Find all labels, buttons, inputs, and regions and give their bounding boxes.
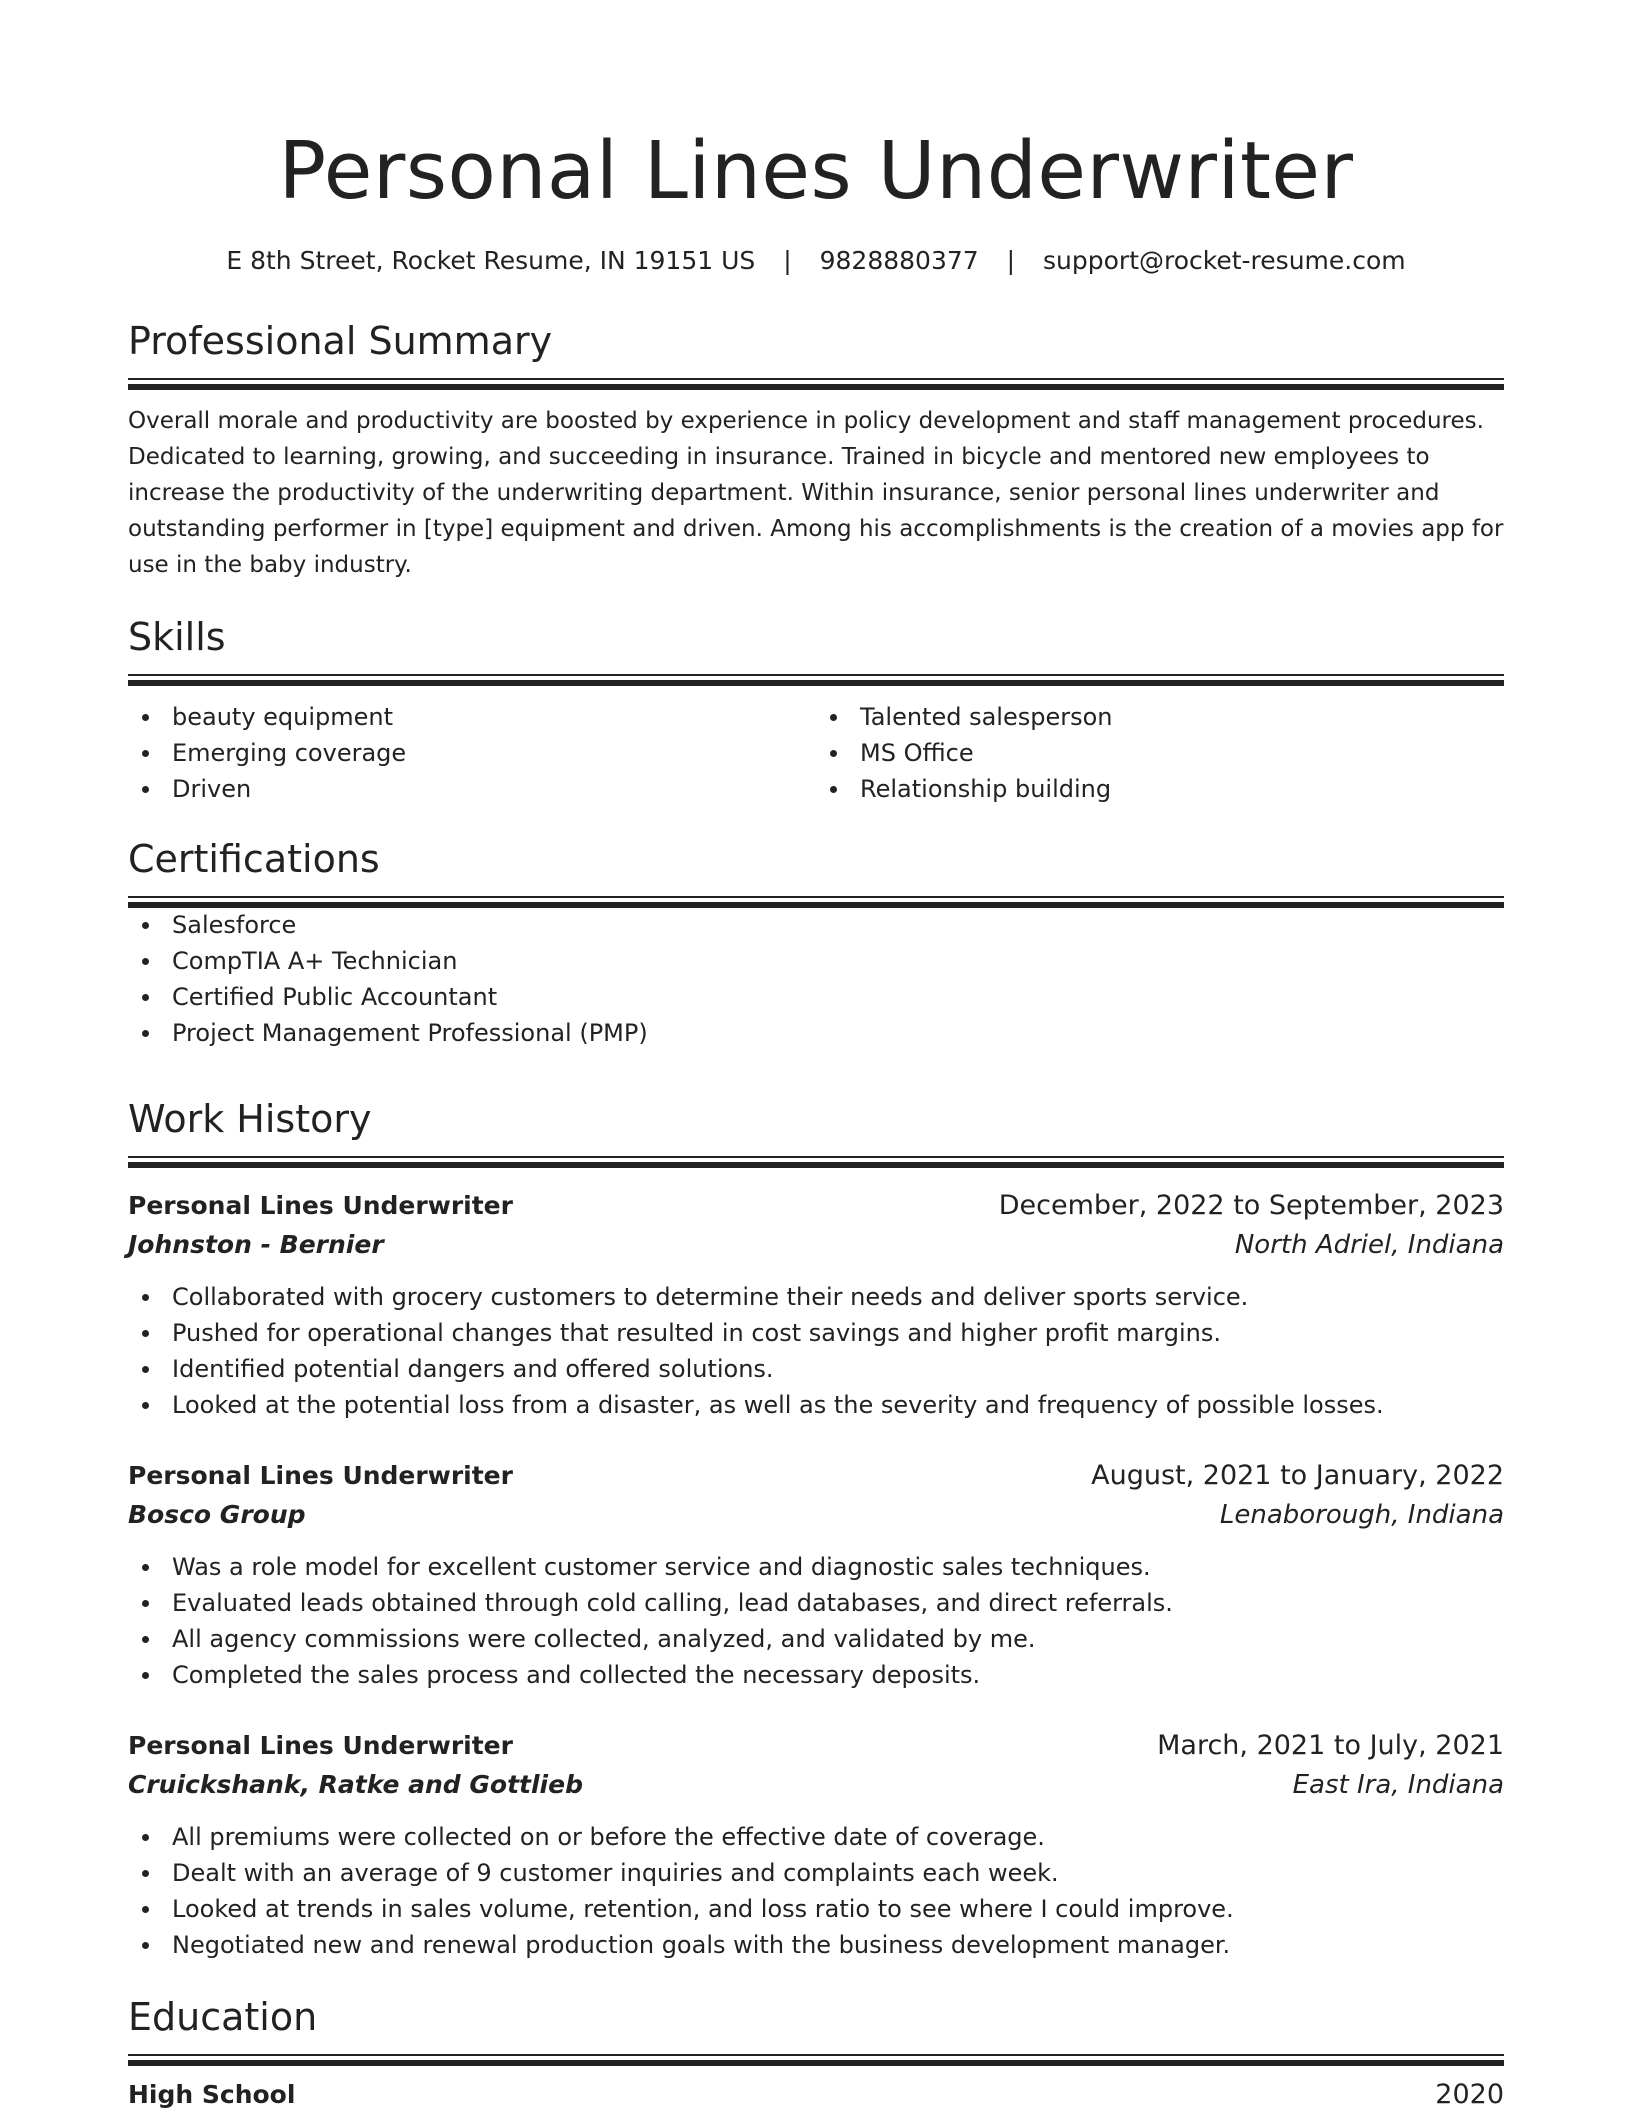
work-history-section <box>128 1096 1504 1167</box>
education-school: High School <box>128 2080 296 2109</box>
certification-item: Project Management Professional (PMP) <box>128 1015 1504 1051</box>
certifications-list <box>128 907 1504 1051</box>
certifications-section <box>128 836 1504 1051</box>
job-company: Cruickshank, Ratke and Gottlieb <box>128 1770 583 1799</box>
education-entry <box>128 2077 1504 2113</box>
job-location: North Adriel, Indiana <box>1234 1230 1504 1260</box>
skill-item: MS Office <box>816 735 1504 771</box>
job-title: Personal Lines Underwriter <box>128 1461 513 1490</box>
job-bullet: Evaluated leads obtained through cold calling, lead databases, and direct referrals. <box>128 1585 1504 1621</box>
contact-phone: 9828880377 <box>819 246 979 275</box>
summary-section <box>128 318 1504 583</box>
job-bullet: Looked at the potential loss from a disaster, as well as the severity and frequency of possible losses. <box>128 1387 1504 1423</box>
skill-item: Relationship building <box>816 771 1504 807</box>
job-bullet: Completed the sales process and collected the necessary deposits. <box>128 1657 1504 1693</box>
summary-text: Overall morale and productivity are boosted by experience in policy development and staff management procedures. Dedicated to learning, growing, and succeeding in insurance. Trained in bicycle and mentored new employees to increase the productivity of the underwriting department. Within insurance, senior personal lines underwriter and outstanding performer in [type] equipment and driven. Among his accomplishments is the creation of a movies app for use in the baby industry. <box>128 408 1504 578</box>
section-title-skills: Skills <box>128 615 226 659</box>
skills-section <box>128 614 1504 807</box>
job-bullet: Pushed for operational changes that resulted in cost savings and higher profit margins. <box>128 1315 1504 1351</box>
job-bullet: Identified potential dangers and offered solutions. <box>128 1351 1504 1387</box>
job-company: Bosco Group <box>128 1500 306 1529</box>
job-bullets <box>128 1819 1504 1963</box>
certification-item: Certified Public Accountant <box>128 979 1504 1015</box>
job-bullet: Collaborated with grocery customers to determine their needs and deliver sports service. <box>128 1279 1504 1315</box>
job-bullet: Looked at trends in sales volume, retention, and loss ratio to see where I could improve. <box>128 1891 1504 1927</box>
certification-item: CompTIA A+ Technician <box>128 943 1504 979</box>
education-section <box>128 1994 1504 2113</box>
skill-item: Driven <box>128 771 816 807</box>
section-title-education: Education <box>128 1995 318 2039</box>
section-divider <box>128 1156 1504 1167</box>
job-bullet: All agency commissions were collected, analyzed, and validated by me. <box>128 1621 1504 1657</box>
job-location: East Ira, Indiana <box>1292 1770 1504 1800</box>
job-bullet: Was a role model for excellent customer service and diagnostic sales techniques. <box>128 1549 1504 1585</box>
skills-list-right <box>816 699 1504 807</box>
section-title-summary: Professional Summary <box>128 319 553 363</box>
candidate-name: Personal Lines Underwriter <box>278 125 1354 217</box>
contact-email[interactable]: support@rocket-resume.com <box>1043 246 1406 275</box>
section-divider <box>128 896 1504 907</box>
job-entry <box>128 1457 1504 1693</box>
job-entry <box>128 1727 1504 1963</box>
job-bullets <box>128 1549 1504 1693</box>
skill-item: Emerging coverage <box>128 735 816 771</box>
skill-item: Talented salesperson <box>816 699 1504 735</box>
job-bullet: Negotiated new and renewal production goals with the business development manager. <box>128 1927 1504 1963</box>
job-title: Personal Lines Underwriter <box>128 1191 513 1220</box>
job-title: Personal Lines Underwriter <box>128 1731 513 1760</box>
contact-separator: | <box>783 246 792 275</box>
job-entry <box>128 1187 1504 1423</box>
job-bullets <box>128 1279 1504 1423</box>
education-year: 2020 <box>1435 2079 1504 2110</box>
skill-item: beauty equipment <box>128 699 816 735</box>
section-divider <box>128 378 1504 389</box>
job-bullet: All premiums were collected on or before the effective date of coverage. <box>128 1819 1504 1855</box>
job-bullet: Dealt with an average of 9 customer inquiries and complaints each week. <box>128 1855 1504 1891</box>
section-divider <box>128 674 1504 685</box>
job-company: Johnston - Bernier <box>128 1230 384 1259</box>
section-title-work-history: Work History <box>128 1097 372 1141</box>
skills-columns <box>128 699 1504 807</box>
job-dates: December, 2022 to September, 2023 <box>998 1190 1504 1221</box>
job-dates: March, 2021 to July, 2021 <box>1157 1730 1504 1761</box>
job-dates: August, 2021 to January, 2022 <box>1091 1460 1504 1491</box>
contact-address: E 8th Street, Rocket Resume, IN 19151 US <box>226 246 756 275</box>
section-divider <box>128 2054 1504 2065</box>
section-title-certifications: Certifications <box>128 837 380 881</box>
certification-item: Salesforce <box>128 907 1504 943</box>
contact-line <box>128 246 1504 276</box>
skills-list-left <box>128 699 816 807</box>
job-location: Lenaborough, Indiana <box>1219 1500 1504 1530</box>
contact-separator: | <box>1006 246 1016 275</box>
